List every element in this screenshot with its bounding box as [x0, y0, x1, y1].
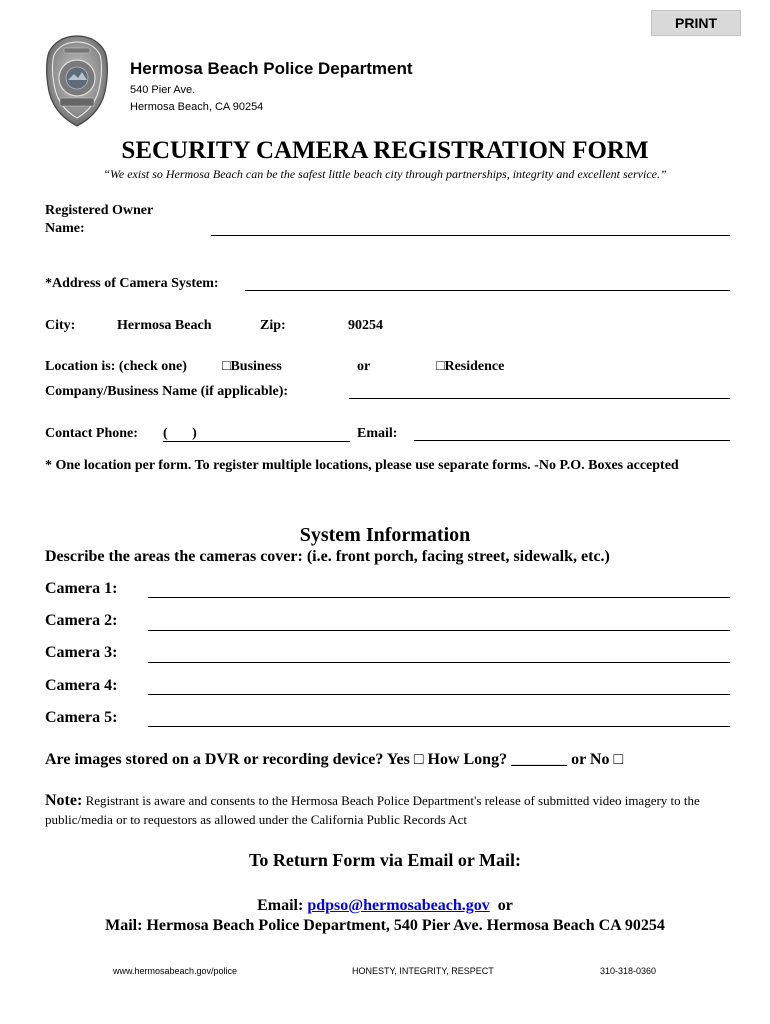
police-badge-logo: [44, 34, 110, 128]
describe-areas: Describe the areas the cameras cover: (i.e. front porch, facing street, sidewalk, etc.): [45, 548, 610, 565]
camera-2-label: Camera 2:: [45, 612, 118, 629]
company-label: Company/Business Name (if applicable):: [45, 384, 289, 399]
department-address-line2: Hermosa Beach, CA 90254: [130, 101, 264, 113]
print-button[interactable]: PRINT: [651, 10, 741, 36]
consent-note: [45, 791, 735, 829]
return-mail-line: Mail: Hermosa Beach Police Department, 540 Pier Ave. Hermosa Beach CA 90254: [105, 917, 665, 934]
camera-2-field[interactable]: [148, 630, 730, 631]
camera-5-field[interactable]: [148, 726, 730, 727]
city-label: City:: [45, 318, 76, 333]
camera-4-label: Camera 4:: [45, 677, 118, 694]
camera-3-field[interactable]: [148, 662, 730, 663]
phone-field[interactable]: ( ): [163, 426, 350, 442]
footer-values: HONESTY, INTEGRITY, RESPECT: [352, 966, 494, 976]
residence-checkbox[interactable]: □Residence: [436, 359, 505, 374]
one-location-note: * One location per form. To register multiple locations, please use separate forms. -No P.O. Boxes accepted: [45, 458, 679, 473]
company-field[interactable]: [349, 398, 730, 399]
camera-3-label: Camera 3:: [45, 644, 118, 661]
camera-4-field[interactable]: [148, 694, 730, 695]
footer-phone: 310-318-0360: [600, 966, 657, 976]
location-or: or: [357, 359, 371, 374]
location-label: Location is: (check one): [45, 359, 187, 374]
department-address-line1: 540 Pier Ave.: [130, 84, 196, 96]
department-name: Hermosa Beach Police Department: [130, 59, 413, 78]
phone-label: Contact Phone:: [45, 426, 138, 441]
city-value[interactable]: Hermosa Beach: [117, 318, 212, 333]
note-label: Note:: [45, 792, 83, 809]
address-field[interactable]: [245, 290, 730, 291]
system-info-heading: System Information: [299, 524, 471, 546]
dvr-question[interactable]: Are images stored on a DVR or recording device? Yes □ How Long? _______ or No □: [45, 751, 624, 768]
email-label: Email:: [357, 426, 398, 441]
return-email-or: or: [497, 897, 513, 914]
return-heading: To Return Form via Email or Mail:: [249, 850, 521, 870]
zip-label: Zip:: [260, 318, 286, 333]
motto: “We exist so Hermosa Beach can be the safest little beach city through partnerships, integrity and excellent service.”: [103, 167, 667, 181]
return-email-link[interactable]: pdpso@hermosabeach.gov: [307, 897, 490, 914]
camera-1-field[interactable]: [148, 597, 730, 598]
email-field[interactable]: [414, 440, 730, 441]
zip-value[interactable]: 90254: [348, 318, 383, 333]
owner-label-line2: Name:: [45, 221, 85, 236]
return-email-label: Email:: [257, 897, 304, 914]
note-text: Registrant is aware and consents to the Hermosa Beach Police Department's release of submitted video imagery to the public/media or to requestors as allowed under the California Public Records Act: [45, 793, 700, 827]
camera-5-label: Camera 5:: [45, 709, 118, 726]
owner-label-line1: Registered Owner: [45, 203, 154, 218]
owner-name-field[interactable]: [211, 235, 730, 236]
camera-1-label: Camera 1:: [45, 580, 118, 597]
footer-website: www.hermosabeach.gov/police: [113, 966, 238, 976]
business-checkbox[interactable]: □Business: [222, 359, 282, 374]
address-label: *Address of Camera System:: [45, 276, 219, 291]
return-email-line: [0, 897, 770, 915]
form-title: SECURITY CAMERA REGISTRATION FORM: [121, 137, 649, 164]
